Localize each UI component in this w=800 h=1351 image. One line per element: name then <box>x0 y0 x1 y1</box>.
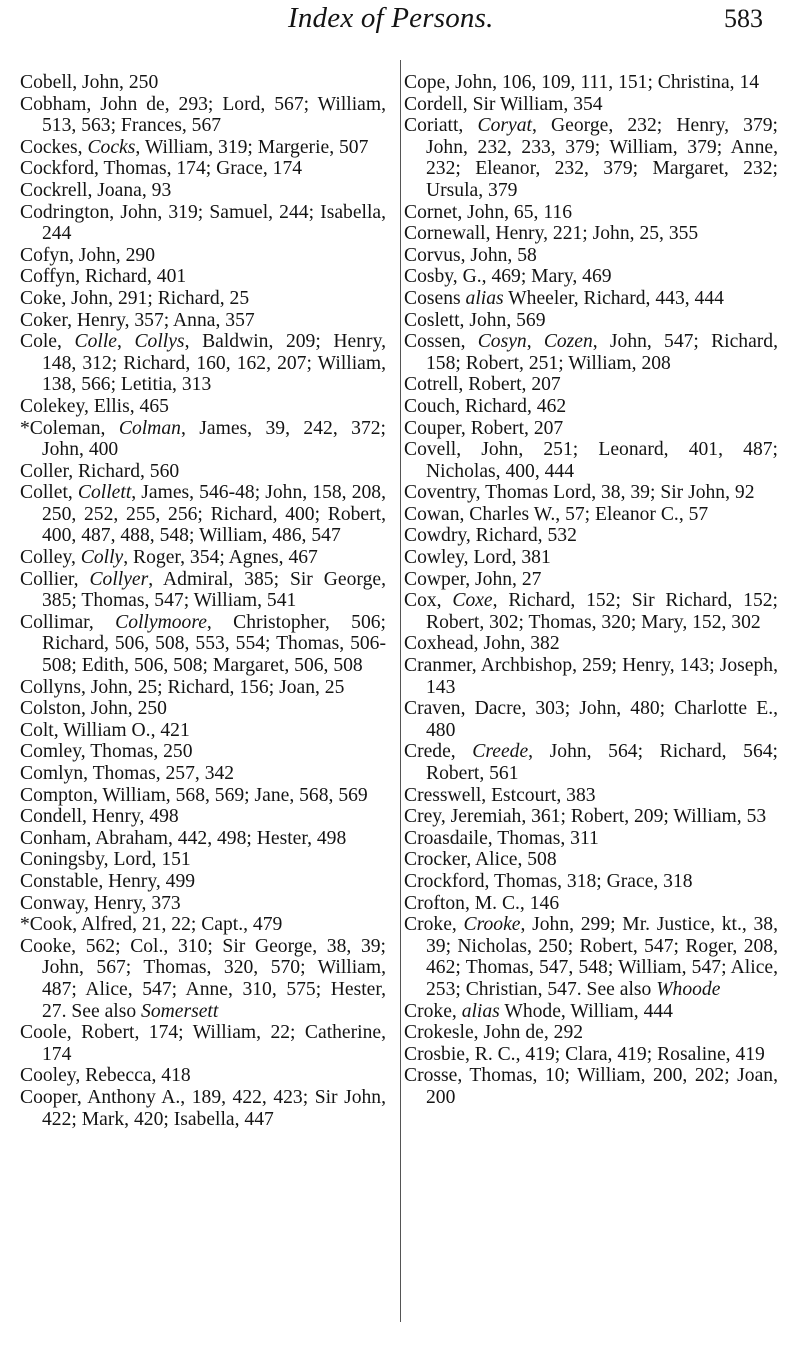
index-entry: Crede, Creede, John, 564; Richard, 564; Robert, 561 <box>404 741 778 784</box>
index-entry: Crey, Jeremiah, 361; Robert, 209; William, 53 <box>404 806 767 828</box>
index-entry: Crokesle, John de, 292 <box>404 1022 584 1044</box>
index-entry: Comlyn, Thomas, 257, 342 <box>20 763 235 784</box>
index-entry: Couper, Robert, 207 <box>404 417 564 439</box>
index-entry: *Cook, Alfred, 21, 22; Capt., 479 <box>20 914 283 936</box>
index-entry: Cooley, Rebecca, 418 <box>20 1065 191 1087</box>
index-entry: Cornet, John, 65, 116 <box>404 201 572 223</box>
index-entry: Collyns, John, 25; Richard, 156; Joan, 25 <box>20 676 345 698</box>
index-column-left <box>20 72 386 1130</box>
index-entry: Cosby, G., 469; Mary, 469 <box>404 266 612 288</box>
index-entry: Croke, Crooke, John, 299; Mr. Justice, kt., 38, 39; Nicholas, 250; Robert, 547; Roger, 208, 462; Thomas, 547, 548; William, 547; Alice, 253; Christian, 547. See also Whoode <box>404 914 778 1000</box>
index-entry: Covell, John, 251; Leonard, 401, 487; Nicholas, 400, 444 <box>404 439 778 482</box>
index-entry: Coker, Henry, 357; Anna, 357 <box>20 309 255 331</box>
index-entry: Cox, Coxe, Richard, 152; Sir Richard, 152; Robert, 302; Thomas, 320; Mary, 152, 302 <box>404 590 778 633</box>
index-entry: Couch, Richard, 462 <box>404 395 567 417</box>
index-entry: Coningsby, Lord, 151 <box>20 849 191 871</box>
index-entry: Cornewall, Henry, 221; John, 25, 355 <box>404 223 699 245</box>
index-entry: Compton, William, 568, 569; Jane, 568, 569 <box>20 784 368 806</box>
index-entry: Collet, Collett, James, 546-48; John, 158, 208, 250, 252, 255, 256; Richard, 400; Robert, 400, 487, 488, 548; William, 486, 547 <box>20 482 386 547</box>
index-entry: Coventry, Thomas Lord, 38, 39; Sir John, 92 <box>404 482 755 504</box>
index-entry: Croasdaile, Thomas, 311 <box>404 827 599 849</box>
index-entry: Cobell, John, 250 <box>20 72 159 93</box>
index-entry: Cranmer, Archbishop, 259; Henry, 143; Joseph, 143 <box>404 655 778 698</box>
index-entry: Colston, John, 250 <box>20 698 167 720</box>
index-entry: Cresswell, Estcourt, 383 <box>404 784 596 806</box>
index-entry: Craven, Dacre, 303; John, 480; Charlotte E., 480 <box>404 698 778 741</box>
column-divider <box>400 60 401 1322</box>
index-entry: Cordell, Sir William, 354 <box>404 93 603 115</box>
index-entry: Cossen, Cosyn, Cozen, John, 547; Richard, 158; Robert, 251; William, 208 <box>404 331 778 374</box>
index-entry: Cockes, Cocks, William, 319; Margerie, 507 <box>20 136 369 158</box>
index-entry: Coxhead, John, 382 <box>404 633 560 655</box>
index-entry: Crocker, Alice, 508 <box>404 849 557 871</box>
index-entry: Crosbie, R. C., 419; Clara, 419; Rosaline, 419 <box>404 1043 765 1065</box>
index-entry: Comley, Thomas, 250 <box>20 741 193 763</box>
index-entry: Cockford, Thomas, 174; Grace, 174 <box>20 158 303 180</box>
page-header <box>0 0 800 50</box>
index-entry: Cooper, Anthony A., 189, 422, 423; Sir John, 422; Mark, 420; Isabella, 447 <box>20 1086 386 1130</box>
index-entry: Crosse, Thomas, 10; William, 200, 202; Joan, 200 <box>404 1065 778 1108</box>
index-entry: Cofyn, John, 290 <box>20 244 155 266</box>
index-entry: Coslett, John, 569 <box>404 309 546 331</box>
index-entry: Coriatt, Coryat, George, 232; Henry, 379; John, 232, 233, 379; William, 379; Anne, 232; Eleanor, 232, 379; Margaret, 232; Ursula, 379 <box>404 115 778 201</box>
page-number: 583 <box>724 4 763 33</box>
index-entry: Croke, alias Whode, William, 444 <box>404 1000 673 1022</box>
index-entry: Colley, Colly, Roger, 354; Agnes, 467 <box>20 547 318 569</box>
index-entry: Collimar, Collymoore, Christopher, 506; Richard, 506, 508, 553, 554; Thomas, 506-508; Edith, 506, 508; Margaret, 506, 508 <box>20 611 386 677</box>
index-entry: Conway, Henry, 373 <box>20 892 181 914</box>
index-entry: Cooke, 562; Col., 310; Sir George, 38, 39; John, 567; Thomas, 320, 570; William, 487; Alice, 547; Anne, 310, 575; Hester, 27. See also Somersett <box>20 935 386 1022</box>
index-entry: Colekey, Ellis, 465 <box>20 395 169 417</box>
index-entry: Coole, Robert, 174; William, 22; Catherine, 174 <box>20 1022 386 1065</box>
index-entry: Cowper, John, 27 <box>404 568 542 590</box>
index-entry: Cole, Colle, Collys, Baldwin, 209; Henry, 148, 312; Richard, 160, 162, 207; William, 138, 566; Letitia, 313 <box>20 331 386 396</box>
index-entry: Crockford, Thomas, 318; Grace, 318 <box>404 870 693 892</box>
index-entry: *Coleman, Colman, James, 39, 242, 372; John, 400 <box>20 417 386 461</box>
index-entry: Cotrell, Robert, 207 <box>404 374 561 396</box>
index-entry: Constable, Henry, 499 <box>20 870 196 892</box>
index-entry: Conham, Abraham, 442, 498; Hester, 498 <box>20 827 347 849</box>
index-entry: Corvus, John, 58 <box>404 244 537 266</box>
index-entry: Cowdry, Richard, 532 <box>404 525 577 547</box>
index-entry: Cobham, John de, 293; Lord, 567; William, 513, 563; Frances, 567 <box>20 93 386 137</box>
index-entry: Coller, Richard, 560 <box>20 460 180 482</box>
index-entry: Cowley, Lord, 381 <box>404 547 551 569</box>
index-entry: Condell, Henry, 498 <box>20 806 179 828</box>
index-column-right <box>404 72 778 1109</box>
index-entry: Cope, John, 106, 109, 111, 151; Christina, 14 <box>404 72 760 93</box>
index-entry: Crofton, M. C., 146 <box>404 892 560 914</box>
index-entry: Collier, Collyer, Admiral, 385; Sir George, 385; Thomas, 547; William, 541 <box>20 568 386 612</box>
index-entry: Cosens alias Wheeler, Richard, 443, 444 <box>404 287 724 309</box>
index-entry: Cockrell, Joana, 93 <box>20 179 172 201</box>
index-entry: Colt, William O., 421 <box>20 719 190 741</box>
index-entry: Cowan, Charles W., 57; Eleanor C., 57 <box>404 503 709 525</box>
index-entry: Coffyn, Richard, 401 <box>20 266 187 288</box>
page-title: Index of Persons. <box>288 2 494 34</box>
index-entry: Coke, John, 291; Richard, 25 <box>20 287 250 309</box>
index-entry: Codrington, John, 319; Samuel, 244; Isabella, 244 <box>20 201 386 245</box>
